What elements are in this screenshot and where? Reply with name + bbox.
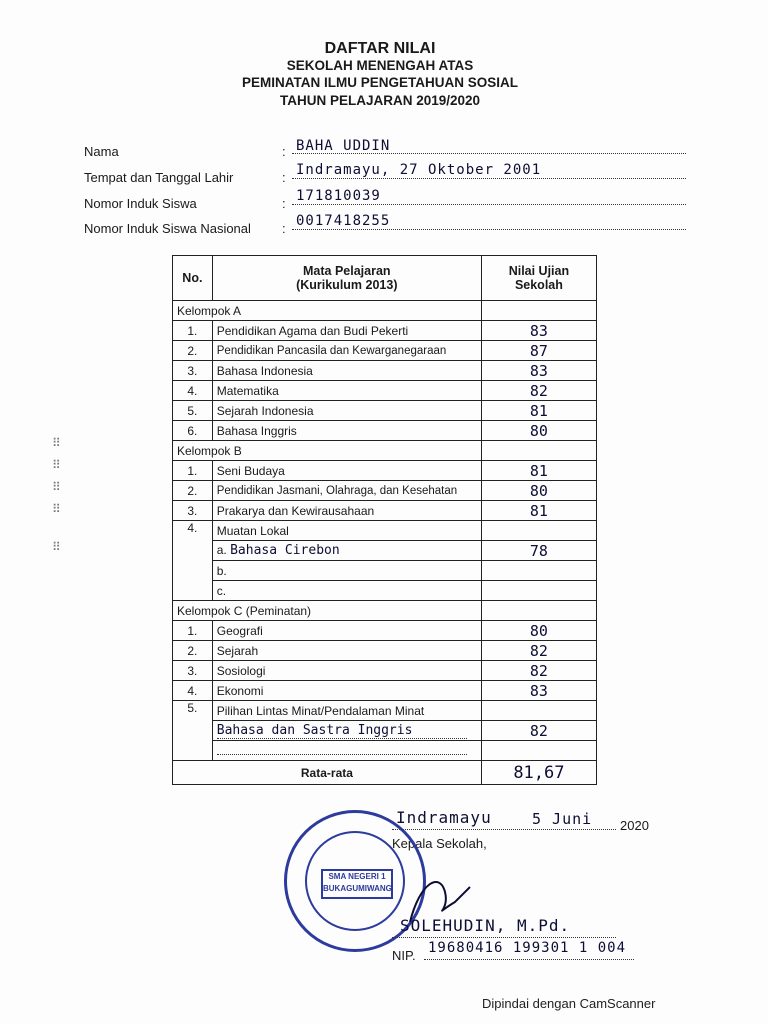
principal-name: SOLEHUDIN, M.Pd. (400, 916, 571, 935)
school-level: SEKOLAH MENENGAH ATAS (286, 58, 474, 73)
colon: : (282, 221, 286, 236)
col-subject-curriculum: (Kurikulum 2013) (296, 278, 398, 292)
row-no: 5. (173, 701, 213, 761)
table-row (173, 321, 597, 341)
row-no: 4. (173, 381, 213, 401)
row-no: 3. (173, 361, 213, 381)
col-subject-title: Mata Pelajaran (303, 264, 391, 278)
row-score: 83 (481, 681, 596, 701)
row-no: 3. (173, 661, 213, 681)
margin-mark-3: ⠿ (52, 480, 61, 494)
row-subject: Sejarah (212, 641, 481, 661)
row-score: 78 (481, 541, 596, 561)
row-subject: Bahasa Inggris (212, 421, 481, 441)
margin-mark-5: ⠿ (52, 540, 61, 554)
row-score: 80 (481, 621, 596, 641)
scanner-watermark: Dipindai dengan CamScanner (482, 996, 656, 1011)
row-score: 81 (481, 501, 596, 521)
table-row (173, 501, 597, 521)
nisn-value: 0017418255 (296, 213, 391, 229)
sub-label: b. (216, 563, 227, 578)
margin-mark-2: ⠿ (52, 458, 61, 472)
table-row (173, 641, 597, 661)
colon: : (282, 144, 286, 159)
birth-label: Tempat dan Tanggal Lahir (84, 170, 234, 185)
nisn-label: Nomor Induk Siswa Nasional (84, 221, 251, 236)
grades-table (172, 255, 597, 785)
table-row (173, 661, 597, 681)
table-row (173, 721, 597, 741)
colon: : (282, 196, 286, 211)
group-row (173, 301, 597, 321)
row-subject: Pendidikan Agama dan Budi Pekerti (212, 321, 481, 341)
average-label: Rata-rata (173, 761, 482, 785)
col-subject-header (212, 256, 481, 301)
name-label: Nama (84, 144, 119, 159)
signature-year: 2020 (620, 818, 649, 833)
sub-label: a. (216, 543, 227, 557)
nis-label: Nomor Induk Siswa (84, 196, 197, 211)
col-score-subtitle: Sekolah (514, 278, 563, 292)
row-no: 4. (173, 681, 213, 701)
nip-value: 19680416 199301 1 004 (428, 940, 627, 956)
table-row (173, 681, 597, 701)
row-subject: Seni Budaya (212, 461, 481, 481)
row-no: 5. (173, 401, 213, 421)
row-no: 1. (173, 461, 213, 481)
table-row (173, 401, 597, 421)
row-subject: Pendidikan Jasmani, Olahraga, dan Kesehatan (212, 481, 481, 501)
group-b-score-cell (481, 441, 596, 461)
row-no: 4. (173, 521, 213, 601)
row-score: 82 (481, 721, 596, 741)
row-subject: Pilihan Lintas Minat/Pendalaman Minat (212, 701, 481, 721)
row-no: 3. (173, 501, 213, 521)
date-dotted-line (392, 828, 616, 830)
signature-date: 5 Juni (532, 810, 593, 828)
elective-blank-dots (217, 744, 467, 755)
signature-place: Indramayu (396, 808, 492, 827)
row-score: 83 (481, 321, 596, 341)
row-no: 1. (173, 621, 213, 641)
table-row (173, 741, 597, 761)
table-row (173, 341, 597, 361)
nis-value: 171810039 (296, 188, 381, 204)
signature-role: Kepala Sekolah, (392, 836, 487, 851)
table-header-row (173, 256, 597, 301)
group-row (173, 441, 597, 461)
row-subject: Pendidikan Pancasila dan Kewarganegaraan (212, 341, 481, 361)
table-row (173, 621, 597, 641)
local-content-a (212, 541, 481, 561)
principal-name-line (392, 936, 616, 938)
row-score: 81 (481, 401, 596, 421)
table-row (173, 381, 597, 401)
average-row (173, 761, 597, 785)
row-score: 87 (481, 341, 596, 361)
row-subject: Sosiologi (212, 661, 481, 681)
birth-dotted-line (292, 177, 686, 179)
average-value: 81,67 (481, 761, 596, 785)
stamp-box (321, 869, 393, 899)
nip-dotted-line (424, 958, 634, 960)
table-row (173, 541, 597, 561)
row-subject: Ekonomi (212, 681, 481, 701)
row-score: 80 (481, 421, 596, 441)
row-score: 82 (481, 381, 596, 401)
academic-year: TAHUN PELAJARAN 2019/2020 (279, 93, 481, 108)
row-score-empty (481, 701, 596, 721)
table-row (173, 361, 597, 381)
group-c-label: Kelompok C (Peminatan) (173, 601, 482, 621)
row-score: 81 (481, 461, 596, 481)
row-score-empty (481, 581, 596, 601)
table-row (173, 481, 597, 501)
stamp-line1: SMA NEGERI 1 (328, 872, 386, 881)
row-score: 82 (481, 661, 596, 681)
elective-subject (212, 721, 481, 741)
elective-blank (212, 741, 481, 761)
sub-label: c. (216, 583, 227, 598)
margin-mark-1: ⠿ (52, 436, 61, 450)
nis-dotted-line (292, 203, 686, 205)
local-content-b (212, 561, 481, 581)
row-score-empty (481, 741, 596, 761)
program: PEMINATAN ILMU PENGETAHUAN SOSIAL (242, 75, 518, 90)
name-value: BAHA UDDIN (296, 138, 391, 154)
row-score: 82 (481, 641, 596, 661)
doc-title: DAFTAR NILAI (324, 40, 436, 57)
group-row (173, 601, 597, 621)
row-subject: Sejarah Indonesia (212, 401, 481, 421)
stamp-line2: BUKAGUMIWANG (323, 884, 392, 893)
name-dotted-line (292, 152, 686, 154)
row-no: 1. (173, 321, 213, 341)
row-score: 83 (481, 361, 596, 381)
row-subject: Prakarya dan Kewirausahaan (212, 501, 481, 521)
row-no: 2. (173, 481, 213, 501)
local-content-a-value: Bahasa Cirebon (230, 543, 340, 558)
row-score-empty (481, 521, 596, 541)
row-score: 80 (481, 481, 596, 501)
row-subject: Geografi (212, 621, 481, 641)
table-row (173, 581, 597, 601)
nisn-dotted-line (292, 228, 686, 230)
row-subject: Matematika (212, 381, 481, 401)
row-subject: Muatan Lokal (212, 521, 481, 541)
col-score-header (481, 256, 596, 301)
row-no: 2. (173, 341, 213, 361)
row-score-empty (481, 561, 596, 581)
row-no: 6. (173, 421, 213, 441)
nip-label: NIP. (392, 948, 416, 963)
colon: : (282, 170, 286, 185)
group-b-label: Kelompok B (173, 441, 482, 461)
row-no: 2. (173, 641, 213, 661)
elective-value: Bahasa dan Sastra Inggris (217, 723, 467, 739)
table-row (173, 461, 597, 481)
group-c-score-cell (481, 601, 596, 621)
stamp-inner-ring (305, 831, 405, 931)
group-a-label: Kelompok A (173, 301, 482, 321)
margin-mark-4: ⠿ (52, 502, 61, 516)
table-row (173, 561, 597, 581)
group-a-score-cell (481, 301, 596, 321)
row-subject: Bahasa Indonesia (212, 361, 481, 381)
col-score-title: Nilai Ujian (508, 264, 570, 278)
birth-value: Indramayu, 27 Oktober 2001 (296, 162, 542, 178)
table-row (173, 521, 597, 541)
table-row (173, 701, 597, 721)
table-row (173, 421, 597, 441)
local-content-c (212, 581, 481, 601)
col-no-header: No. (173, 256, 213, 301)
